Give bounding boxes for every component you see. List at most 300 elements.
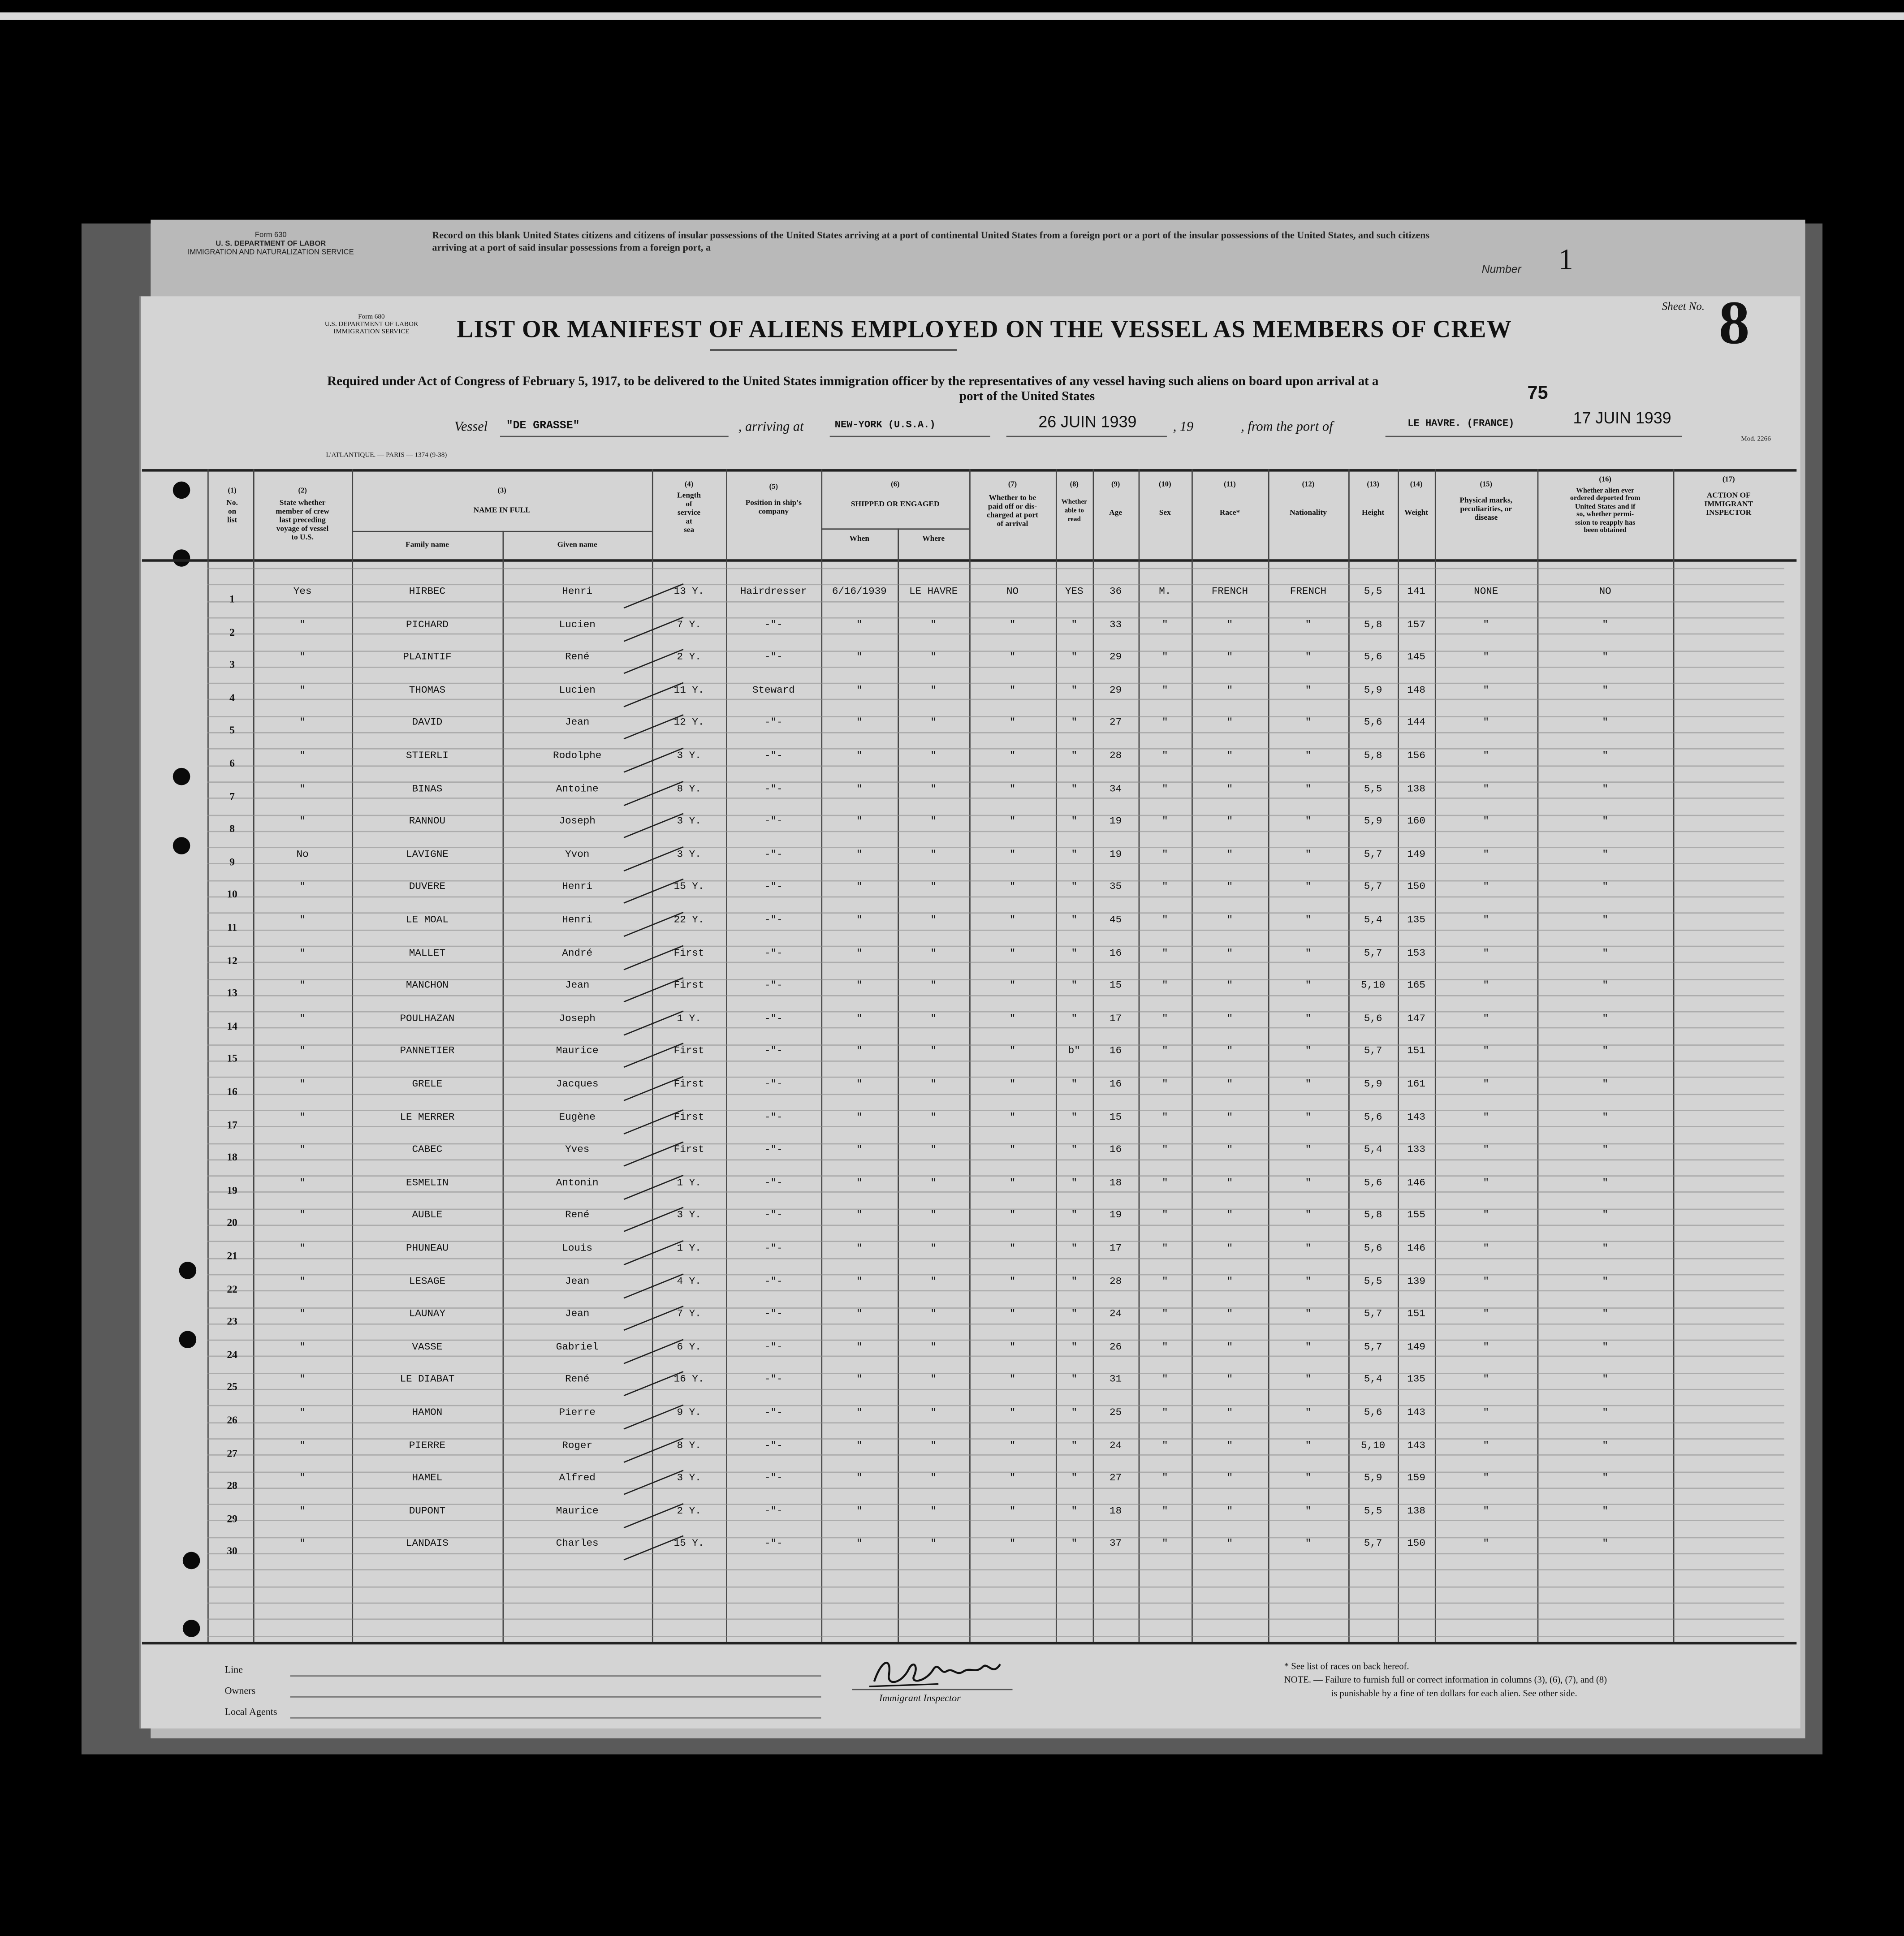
cell-read: " (1071, 1374, 1078, 1386)
cell-when: " (856, 1210, 863, 1222)
cell-marks: " (1483, 1046, 1490, 1057)
back-form-number-value: 1 (1558, 244, 1573, 277)
cell-position: Steward (752, 685, 795, 696)
cell-position: -"- (764, 1506, 783, 1517)
cell-where: " (930, 619, 937, 630)
cell-service: 3 Y. (677, 816, 701, 828)
cell-given: Lucien (559, 619, 596, 630)
cell-weight: 139 (1407, 1276, 1425, 1287)
cell-age: 15 (1110, 980, 1122, 992)
row-rule (207, 1422, 1784, 1423)
back-form-number-label: Number (1481, 263, 1521, 276)
line-label: Line (225, 1664, 243, 1676)
cell-race: " (1226, 882, 1233, 893)
row-rule (207, 1406, 1784, 1407)
row-number: 10 (227, 888, 237, 901)
cell-when: " (856, 816, 863, 828)
row-rule (207, 1011, 1784, 1013)
row-rule (207, 880, 1784, 881)
cell-marks: " (1483, 1473, 1490, 1484)
row-number: 22 (227, 1282, 237, 1295)
cell-given: René (565, 1374, 590, 1386)
row-rule (207, 650, 1784, 651)
cell-marks: " (1483, 914, 1490, 926)
cell-nat: " (1305, 849, 1312, 861)
cell-where: " (930, 750, 937, 762)
cell-nat: " (1305, 1013, 1312, 1025)
cell-paid: " (1009, 685, 1016, 696)
cell-when: " (856, 783, 863, 795)
cell-family: MANCHON (406, 980, 449, 992)
inspector-signature-label: Immigrant Inspector (879, 1692, 961, 1704)
cell-race: " (1226, 816, 1233, 828)
cell-marks: " (1483, 1539, 1490, 1550)
cell-height: 5,7 (1364, 1046, 1382, 1057)
cell-age: 17 (1110, 1013, 1122, 1025)
cell-prev: " (299, 1243, 306, 1255)
cell-marks: " (1483, 948, 1490, 959)
row-rule (207, 896, 1784, 897)
cell-race: FRENCH (1211, 586, 1248, 598)
cell-family: LE DIABAT (400, 1374, 455, 1386)
cell-paid: " (1009, 948, 1016, 959)
cell-weight: 143 (1407, 1407, 1425, 1419)
cell-paid: " (1009, 1177, 1016, 1189)
row-rule (207, 1028, 1784, 1029)
cell-nat: " (1305, 948, 1312, 959)
row-rule (207, 699, 1784, 701)
cell-when: " (856, 718, 863, 729)
cell-weight: 145 (1407, 652, 1425, 664)
cell-marks: " (1483, 1374, 1490, 1386)
cell-read: " (1071, 783, 1078, 795)
row-rule (207, 1093, 1784, 1095)
cell-when: " (856, 1506, 863, 1517)
cell-prev: " (299, 1276, 306, 1287)
cell-age: 24 (1110, 1309, 1122, 1320)
from-port-label: , from the port of (1241, 419, 1333, 435)
cell-given: Yves (565, 1144, 590, 1156)
cell-paid: NO (1006, 586, 1019, 598)
punch-hole (183, 1620, 200, 1637)
line-underline (290, 1675, 821, 1677)
cell-weight: 155 (1407, 1210, 1425, 1222)
cell-race: " (1226, 1177, 1233, 1189)
row-number: 12 (227, 953, 237, 966)
cell-marks: " (1483, 849, 1490, 861)
cell-race: " (1226, 685, 1233, 696)
cell-race: " (1226, 1079, 1233, 1091)
cell-sex: " (1162, 1539, 1168, 1550)
cell-deported: " (1602, 849, 1608, 861)
cell-race: " (1226, 1243, 1233, 1255)
cell-paid: " (1009, 750, 1016, 762)
cell-height: 5,4 (1364, 914, 1382, 926)
cell-race: " (1226, 980, 1233, 992)
cell-deported: " (1602, 980, 1608, 992)
cell-nat: " (1305, 652, 1312, 664)
row-rule (207, 1258, 1784, 1259)
cell-family: VASSE (412, 1341, 443, 1353)
cell-family: BINAS (412, 783, 443, 795)
row-rule (207, 1225, 1784, 1226)
row-rule (207, 568, 1784, 569)
cell-read: " (1071, 718, 1078, 729)
cell-read: YES (1065, 586, 1084, 598)
cell-sex: " (1162, 1276, 1168, 1287)
cell-marks: " (1483, 1013, 1490, 1025)
cell-age: 19 (1110, 816, 1122, 828)
row-number: 9 (229, 855, 235, 868)
cell-deported: " (1602, 1539, 1608, 1550)
sheet-number: 8 (1718, 288, 1750, 357)
cell-service: 22 Y. (674, 914, 704, 926)
row-rule (207, 1290, 1784, 1292)
cell-marks: " (1483, 718, 1490, 729)
manifest-title: LIST OR MANIFEST OF ALIENS EMPLOYED ON THE VESSEL AS MEMBERS OF CREW (457, 316, 1512, 344)
cell-prev: " (299, 980, 306, 992)
back-form-department: U. S. DEPARTMENT OF LABOR (216, 241, 326, 248)
cell-position: -"- (764, 1079, 783, 1091)
cell-given: Jean (565, 1276, 590, 1287)
cell-deported: " (1602, 1013, 1608, 1025)
cell-deported: " (1602, 1210, 1608, 1222)
cell-nat: " (1305, 1046, 1312, 1057)
row-rule (207, 1389, 1784, 1390)
row-rule (207, 1372, 1784, 1374)
cell-when: " (856, 980, 863, 992)
cell-marks: " (1483, 1144, 1490, 1156)
cell-height: 5,5 (1364, 1506, 1382, 1517)
cell-sex: " (1162, 1144, 1168, 1156)
cell-marks: " (1483, 816, 1490, 828)
cell-deported: " (1602, 1177, 1608, 1189)
cell-marks: " (1483, 685, 1490, 696)
cell-weight: 147 (1407, 1013, 1425, 1025)
cell-read: " (1071, 1341, 1078, 1353)
cell-service: First (674, 1079, 704, 1091)
col-17-number: (17) (1722, 476, 1735, 484)
cell-height: 5,4 (1364, 1144, 1382, 1156)
cell-deported: " (1602, 1506, 1608, 1517)
cell-nat: " (1305, 1440, 1312, 1452)
cell-prev: " (299, 1407, 306, 1419)
col-header-given-name: Given name (557, 540, 597, 550)
cell-deported: " (1602, 914, 1608, 926)
row-rule (207, 863, 1784, 865)
agents-underline (290, 1717, 821, 1719)
cell-family: LE MOAL (406, 914, 449, 926)
cell-weight: 151 (1407, 1046, 1425, 1057)
col-header-physical-marks: Physical marks, peculiarities, or disease (1459, 496, 1513, 522)
cell-sex: " (1162, 882, 1168, 893)
cell-race: " (1226, 1506, 1233, 1517)
col-6-number: (6) (891, 481, 900, 489)
cell-weight: 138 (1407, 1506, 1425, 1517)
cell-nat: " (1305, 1374, 1312, 1386)
cell-service: 2 Y. (677, 652, 701, 664)
col-10-number: (10) (1159, 481, 1171, 489)
row-rule (207, 1602, 1784, 1604)
row-number: 6 (229, 757, 235, 769)
cell-race: " (1226, 1341, 1233, 1353)
cell-when: " (856, 1407, 863, 1419)
model-number: Mod. 2266 (1741, 435, 1771, 444)
cell-height: 5,9 (1364, 1473, 1382, 1484)
col-header-deported: Whether alien ever ordered deported from United States and if so, whether permi- ssion to reapply has been obtained (1570, 487, 1641, 535)
cell-read: " (1071, 948, 1078, 959)
form-department: U.S. DEPARTMENT OF LABOR (324, 321, 419, 328)
cell-height: 5,6 (1364, 1112, 1382, 1123)
cell-age: 36 (1110, 586, 1122, 598)
cell-prev: " (299, 1046, 306, 1057)
cell-age: 31 (1110, 1374, 1122, 1386)
col-header-age: Age (1109, 509, 1123, 517)
row-rule (207, 1208, 1784, 1210)
cell-where: " (930, 948, 937, 959)
cell-weight: 146 (1407, 1177, 1425, 1189)
row-rule (207, 1077, 1784, 1078)
cell-service: 11 Y. (674, 685, 704, 696)
cell-service: 3 Y. (677, 849, 701, 861)
cell-where: " (930, 1506, 937, 1517)
cell-position: -"- (764, 718, 783, 729)
cell-paid: " (1009, 849, 1016, 861)
cell-nat: " (1305, 1144, 1312, 1156)
row-rule (207, 1520, 1784, 1522)
cell-deported: " (1602, 685, 1608, 696)
races-note: * See list of races on back hereof. (1284, 1660, 1409, 1672)
cell-nat: " (1305, 1210, 1312, 1222)
cell-position: -"- (764, 1440, 783, 1452)
col-header-shipped-where: Where (922, 535, 945, 543)
cell-nat: " (1305, 1243, 1312, 1255)
cell-family: MALLET (409, 948, 446, 959)
cell-deported: " (1602, 1341, 1608, 1353)
cell-race: " (1226, 1210, 1233, 1222)
cell-read: b" (1068, 1046, 1080, 1057)
cell-where: " (930, 1407, 937, 1419)
cell-prev: " (299, 948, 306, 959)
cell-position: -"- (764, 948, 783, 959)
cell-age: 18 (1110, 1177, 1122, 1189)
cell-weight: 150 (1407, 882, 1425, 893)
cell-race: " (1226, 619, 1233, 630)
row-number: 23 (227, 1315, 237, 1328)
col-header-sex: Sex (1159, 509, 1171, 517)
cell-deported: " (1602, 1276, 1608, 1287)
row-rule (207, 1504, 1784, 1505)
cell-service: 3 Y. (677, 1210, 701, 1222)
cell-prev: " (299, 1473, 306, 1484)
cell-family: STIERLI (406, 750, 449, 762)
cell-paid: " (1009, 1013, 1016, 1025)
cell-height: 5,9 (1364, 685, 1382, 696)
cell-marks: " (1483, 1243, 1490, 1255)
cell-service: 16 Y. (674, 1374, 704, 1386)
back-form-service: IMMIGRATION AND NATURALIZATION SERVICE (187, 249, 354, 257)
cell-marks: " (1483, 1407, 1490, 1419)
row-rule (207, 749, 1784, 750)
cell-when: " (856, 652, 863, 664)
cell-deported: " (1602, 652, 1608, 664)
row-number: 21 (227, 1249, 237, 1262)
cell-height: 5,10 (1361, 980, 1386, 992)
cell-age: 28 (1110, 750, 1122, 762)
cell-race: " (1226, 1539, 1233, 1550)
cell-age: 26 (1110, 1341, 1122, 1353)
cell-service: 13 Y. (674, 586, 704, 598)
cell-family: HAMON (412, 1407, 443, 1419)
cell-given: Jean (565, 980, 590, 992)
row-rule (207, 1061, 1784, 1062)
row-rule (207, 979, 1784, 980)
row-rule (207, 945, 1784, 947)
cell-nat: " (1305, 1506, 1312, 1517)
cell-service: 1 Y. (677, 1013, 701, 1025)
cell-weight: 165 (1407, 980, 1425, 992)
cell-position: -"- (764, 1473, 783, 1484)
cell-given: Maurice (556, 1046, 599, 1057)
cell-paid: " (1009, 914, 1016, 926)
cell-paid: " (1009, 1276, 1016, 1287)
cell-where: " (930, 1210, 937, 1222)
row-number: 18 (227, 1151, 237, 1164)
row-rule (207, 1635, 1784, 1637)
cell-family: POULHAZAN (400, 1013, 455, 1025)
cell-position: Hairdresser (740, 586, 807, 598)
cell-age: 15 (1110, 1112, 1122, 1123)
cell-service: 15 Y. (674, 882, 704, 893)
cell-service: 3 Y. (677, 750, 701, 762)
cell-position: -"- (764, 750, 783, 762)
cell-nat: " (1305, 816, 1312, 828)
fine-note-line-2: is punishable by a fine of ten dollars for each alien. See other side. (1331, 1687, 1577, 1699)
cell-paid: " (1009, 1046, 1016, 1057)
cell-deported: " (1602, 1309, 1608, 1320)
cell-where: " (930, 1276, 937, 1287)
row-rule (207, 831, 1784, 832)
cell-when: " (856, 1177, 863, 1189)
cell-read: " (1071, 1079, 1078, 1091)
cell-height: 5,6 (1364, 1407, 1382, 1419)
cell-sex: M. (1159, 586, 1171, 598)
cell-sex: " (1162, 1440, 1168, 1452)
cell-deported: " (1602, 1440, 1608, 1452)
col-header-position: Position in ship's company (745, 499, 802, 516)
cell-read: " (1071, 980, 1078, 992)
cell-when: " (856, 882, 863, 893)
cell-marks: " (1483, 1079, 1490, 1091)
cell-weight: 157 (1407, 619, 1425, 630)
cell-weight: 161 (1407, 1079, 1425, 1091)
row-number: 17 (227, 1118, 237, 1130)
cell-race: " (1226, 783, 1233, 795)
cell-race: " (1226, 1276, 1233, 1287)
cell-prev: " (299, 1341, 306, 1353)
cell-weight: 135 (1407, 1374, 1425, 1386)
cell-given: Louis (562, 1243, 593, 1255)
cell-sex: " (1162, 1177, 1168, 1189)
col-header-previous-voyage: State whether member of crew last preceding voyage of vessel to U.S. (276, 499, 329, 542)
cell-family: PIERRE (409, 1440, 446, 1452)
punch-hole (173, 768, 190, 785)
cell-when: " (856, 1374, 863, 1386)
col-header-shipped: SHIPPED OR ENGAGED (851, 500, 940, 509)
cell-where: " (930, 1341, 937, 1353)
year-label: , 19 (1173, 419, 1194, 435)
col-header-weight: Weight (1404, 509, 1429, 517)
row-rule (207, 995, 1784, 996)
punch-hole (173, 837, 190, 854)
cell-age: 19 (1110, 1210, 1122, 1222)
cell-family: ESMELIN (406, 1177, 449, 1189)
shipped-subheader-line (821, 528, 969, 530)
punch-hole (179, 1262, 197, 1279)
cell-where: " (930, 783, 937, 795)
cell-when: " (856, 948, 863, 959)
cell-read: " (1071, 750, 1078, 762)
cell-sex: " (1162, 1341, 1168, 1353)
cell-when: " (856, 1046, 863, 1057)
port-underline (830, 436, 990, 437)
cell-position: -"- (764, 1539, 783, 1550)
cell-paid: " (1009, 718, 1016, 729)
cell-read: " (1071, 1539, 1078, 1550)
cell-given: Roger (562, 1440, 593, 1452)
cell-position: -"- (764, 914, 783, 926)
cell-prev: " (299, 1079, 306, 1091)
cell-weight: 160 (1407, 816, 1425, 828)
row-number: 28 (227, 1479, 237, 1492)
form-service: IMMIGRATION SERVICE (333, 328, 410, 336)
cell-read: " (1071, 1112, 1078, 1123)
cell-nat: " (1305, 750, 1312, 762)
cell-weight: 151 (1407, 1309, 1425, 1320)
cell-prev: " (299, 685, 306, 696)
cell-weight: 144 (1407, 718, 1425, 729)
cell-prev: " (299, 1440, 306, 1452)
cell-read: " (1071, 1309, 1078, 1320)
cell-height: 5,5 (1364, 586, 1382, 598)
cell-nat: " (1305, 1309, 1312, 1320)
sheet-label: Sheet No. (1662, 300, 1705, 313)
cell-where: " (930, 1374, 937, 1386)
col-header-service-length: Length of service at sea (677, 491, 701, 535)
row-rule (207, 666, 1784, 668)
cell-read: " (1071, 1177, 1078, 1189)
row-number: 8 (229, 822, 235, 835)
cell-family: LE MERRER (400, 1112, 455, 1123)
cell-service: First (674, 1046, 704, 1057)
cell-service: 12 Y. (674, 718, 704, 729)
col-header-read: Whether able to read (1061, 499, 1087, 524)
cell-age: 29 (1110, 685, 1122, 696)
cell-when: " (856, 1144, 863, 1156)
cell-prev: No (296, 849, 309, 861)
cell-read: " (1071, 1243, 1078, 1255)
cell-race: " (1226, 1046, 1233, 1057)
cell-deported: " (1602, 1144, 1608, 1156)
cell-nat: " (1305, 1407, 1312, 1419)
cell-race: " (1226, 1309, 1233, 1320)
cell-position: -"- (764, 816, 783, 828)
cell-position: -"- (764, 1013, 783, 1025)
cell-when: " (856, 1243, 863, 1255)
cell-read: " (1071, 1144, 1078, 1156)
fine-note-line-1: NOTE. — Failure to furnish full or correct information in columns (3), (6), (7), and (8) (1284, 1674, 1607, 1686)
col-header-paid-off: Whether to be paid off or dis- charged at port of arrival (987, 494, 1038, 529)
